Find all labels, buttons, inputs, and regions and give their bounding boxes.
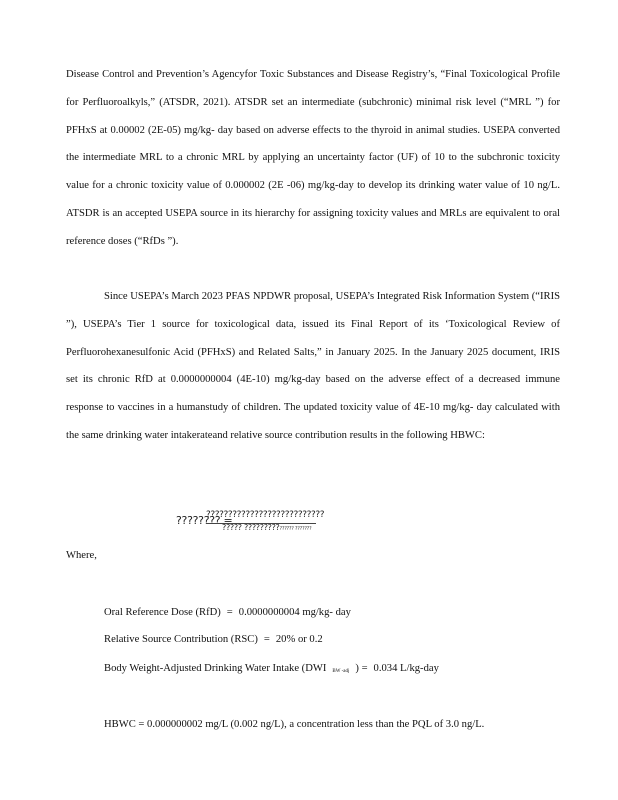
definition-label: Relative Source Contribution (RSC) — [104, 634, 258, 645]
formula-numerator: ??????????????????????????? — [206, 510, 325, 520]
hbwc-formula — [176, 505, 356, 535]
formula-denominator-subscript: ?????? ??????? — [279, 526, 312, 532]
definition-label: Body Weight-Adjusted Drinking Water Intake (DWI — [104, 663, 327, 674]
paragraph-iris-rfd: Since USEPA’s March 2023 PFAS NPDWR proposal, USEPA’s Integrated Risk Information System (“IRIS ”), USEPA’s Tier 1 source for toxicological data, issued its Final Report of its ‘Toxicological Review of Perfluorohexanesulfonic Acid (PFHxS) and Related Salts,” in January 2025. In the January 2025 document, IRIS set its chronic RfD at 0.0000000004 (4E-10) mg/kg-day based on the adverse effect of a decreased immune response to vaccines in a humanstudy of children. The updated toxicity value of 4E-10 mg/kg- day calculated with the same drinking water intakerateand relative source contribution results in the following HBWC: — [66, 291, 560, 441]
definition-label: Oral Reference Dose (RfD) — [104, 607, 221, 618]
definition-rsc — [104, 630, 323, 650]
definition-dwi — [104, 659, 439, 682]
paragraph-atsdr-mrl: Disease Control and Prevention’s Agencyfor Toxic Substances and Disease Registry’s, “Final Toxicological Profile for Perfluoroalkyls,” (ATSDR, 2021). ATSDR set an intermediate (subchronic) minimal risk level (“MRL ”) for PFHxS at 0.00002 (2E-05) mg/kg- day based on adverse effects to the thyroid in animal studies. USEPA converted the intermediate MRL to a chronic MRL by applying an uncertainty factor (UF) of 10 to the subchronic toxicity value for a chronic toxicity value of 0.000002 (2E -06) mg/kg-day to develop its drinking water value of 10 ng/L. ATSDR is an accepted USEPA source in its hierarchy for assigning toxicity values and MRLs are equivalent to oral reference doses (“RfDs ”). — [66, 69, 560, 247]
formula-denominator-text: ????? ????????? — [222, 523, 280, 532]
where-label: Where, — [66, 550, 97, 561]
formula-lhs: ???????? = — [176, 514, 233, 527]
definition-eq: = — [226, 607, 233, 618]
definition-value: 0.0000000004 mg/kg- day — [238, 607, 351, 618]
definition-value: 20% or 0.2 — [275, 634, 323, 645]
definition-rfd — [104, 603, 351, 623]
definition-eq: = — [263, 634, 270, 645]
definition-subscript: BW -adj — [332, 669, 350, 674]
hbwc-result: HBWC = 0.000000002 mg/L (0.002 ng/L), a concentration less than the PQL of 3.0 ng/L. — [104, 719, 485, 730]
definition-eq: ) = — [355, 663, 368, 674]
definition-value: 0.034 L/kg-day — [373, 663, 439, 674]
formula-denominator — [222, 523, 311, 532]
